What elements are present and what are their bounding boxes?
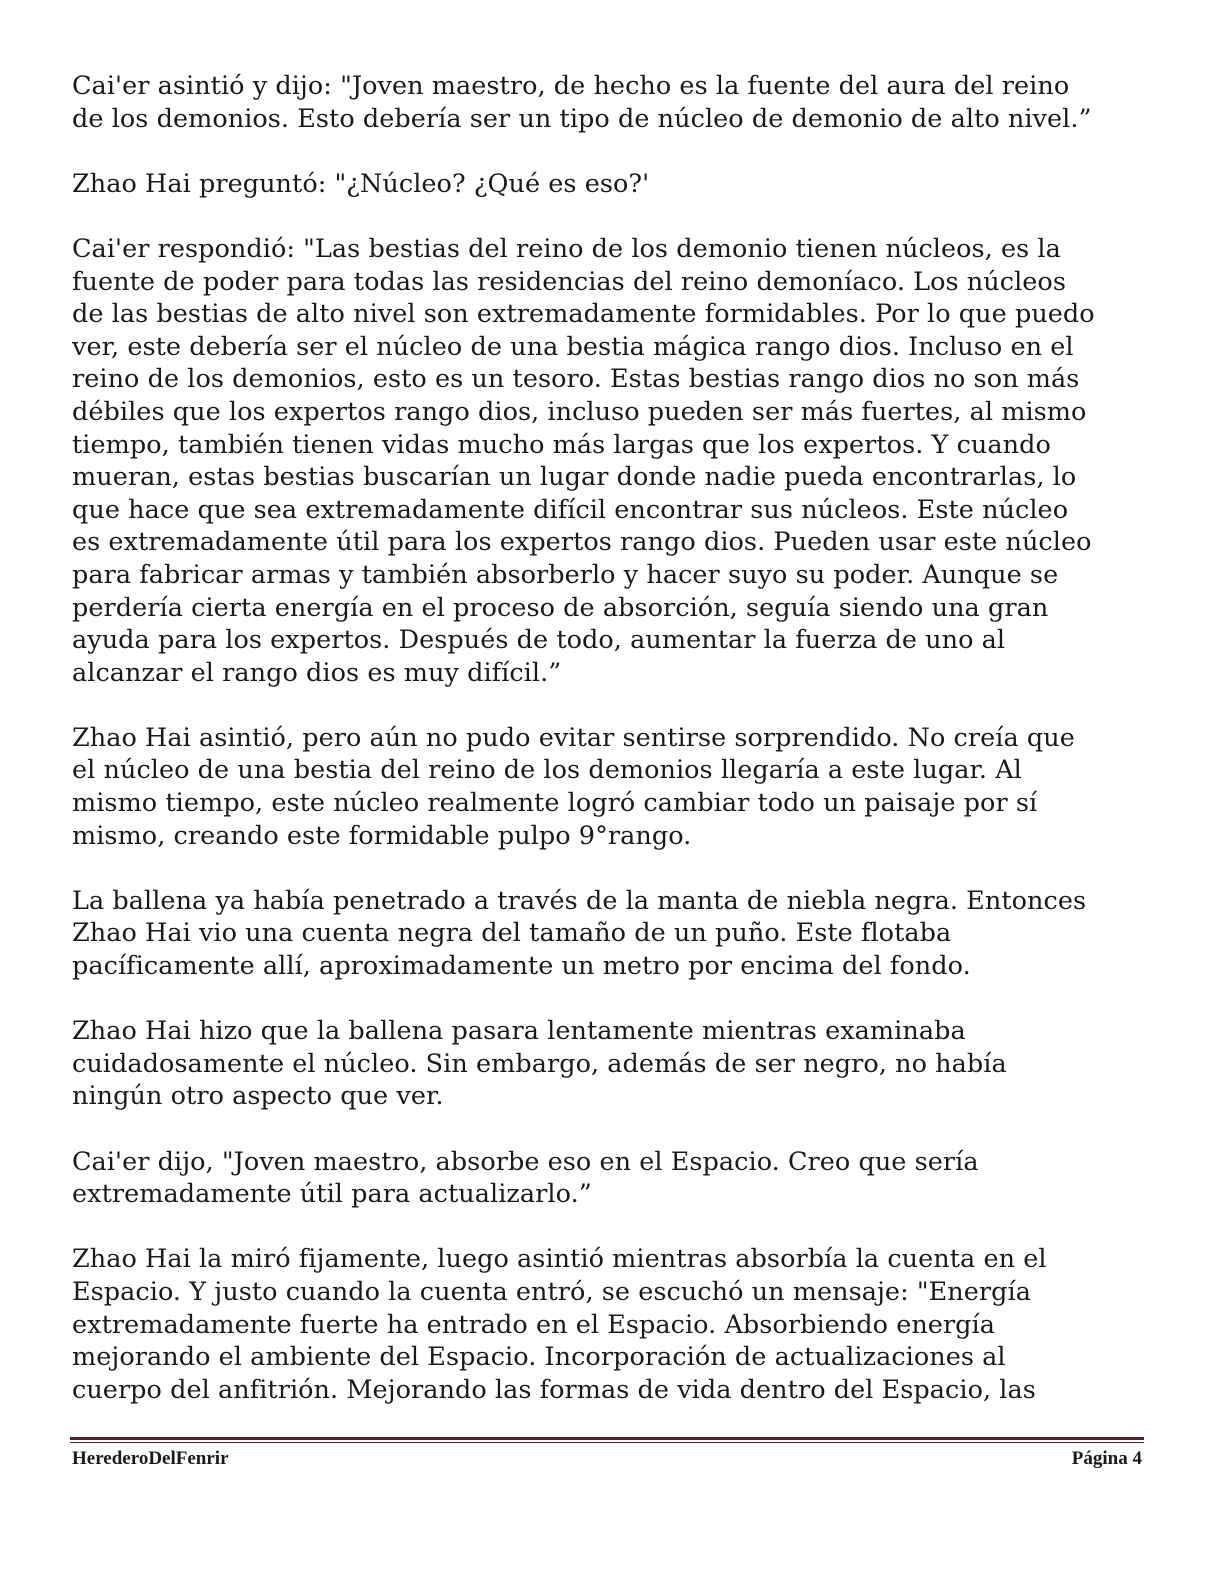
- paragraph: Zhao Hai hizo que la ballena pasara lentamente mientras examinaba cuidadosamente el núcleo. Sin embargo, además de ser negro, no había ningún otro aspecto que ver.: [72, 1016, 1007, 1112]
- footer-divider-thick: [70, 1437, 1144, 1440]
- paragraph: Zhao Hai preguntó: "¿Núcleo? ¿Qué es eso?': [72, 168, 650, 199]
- footer-divider: [70, 1437, 1144, 1443]
- paragraph: Cai'er dijo, "Joven maestro, absorbe eso en el Espacio. Creo que sería extremadamente útil para actualizarlo.”: [72, 1146, 979, 1210]
- body-text: [72, 70, 1152, 1439]
- paragraph: Cai'er asintió y dijo: "Joven maestro, de hecho es la fuente del aura del reino de los demonios. Esto debería ser un tipo de núcleo de demonio de alto nivel.”: [72, 71, 1092, 134]
- paragraph: Zhao Hai asintió, pero aún no pudo evitar sentirse sorprendido. No creía que el núcleo de una bestia del reino de los demonios llegaría a este lugar. Al mismo tiempo, este núcleo realmente logró cambiar todo un paisaje por sí mismo, creando este formidable pulpo 9°rango.: [72, 722, 1075, 851]
- page-footer: [72, 1448, 1142, 1472]
- footer-divider-thin: [70, 1442, 1144, 1443]
- paragraph: La ballena ya había penetrado a través de la manta de niebla negra. Entonces Zhao Hai vio una cuenta negra del tamaño de un puño. Este flotaba pacíficamente allí, aproximadamente un metro por encima del fondo.: [72, 885, 1087, 982]
- footer-page-number: Página 4: [1071, 1448, 1142, 1469]
- paragraph: Zhao Hai la miró fijamente, luego asintió mientras absorbía la cuenta en el Espacio. Y justo cuando la cuenta entró, se escuchó un mensaje: "Energía extremadamente fuerte ha entrado en el Espacio. Absorbiendo energía mejorando el ambiente del Espacio. Incorporación de actualizaciones al cuerpo del anfitrión. Mejorando las formas de vida dentro del Espacio, las: [72, 1244, 1047, 1405]
- footer-author: HerederoDelFenrir: [72, 1448, 229, 1469]
- paragraph: Cai'er respondió: "Las bestias del reino de los demonio tienen núcleos, es la fuente de poder para todas las residencias del reino demoníaco. Los núcleos de las bestias de alto nivel son extremadamente formidables. Por lo que puedo ver, este debería ser el núcleo de una bestia mágica rango dios. Incluso en el reino de los demonios, esto es un tesoro. Estas bestias rango dios no son más débiles que los expertos rango dios, incluso pueden ser más fuertes, al mismo tiempo, también tienen vidas mucho más largas que los expertos. Y cuando mueran, estas bestias buscarían un lugar donde nadie pueda encontrarlas, lo que hace que sea extremadamente difícil encontrar sus núcleos. Este núcleo es extremadamente útil para los expertos rango dios. Pueden usar este núcleo para fabricar armas y también absorberlo y hacer suyo su poder. Aunque se perdería cierta energía en el proceso de absorción, seguía siendo una gran ayuda para los expertos. Después de todo, aumentar la fuerza de uno al alcanzar el rango dios es muy difícil.”: [72, 233, 1095, 688]
